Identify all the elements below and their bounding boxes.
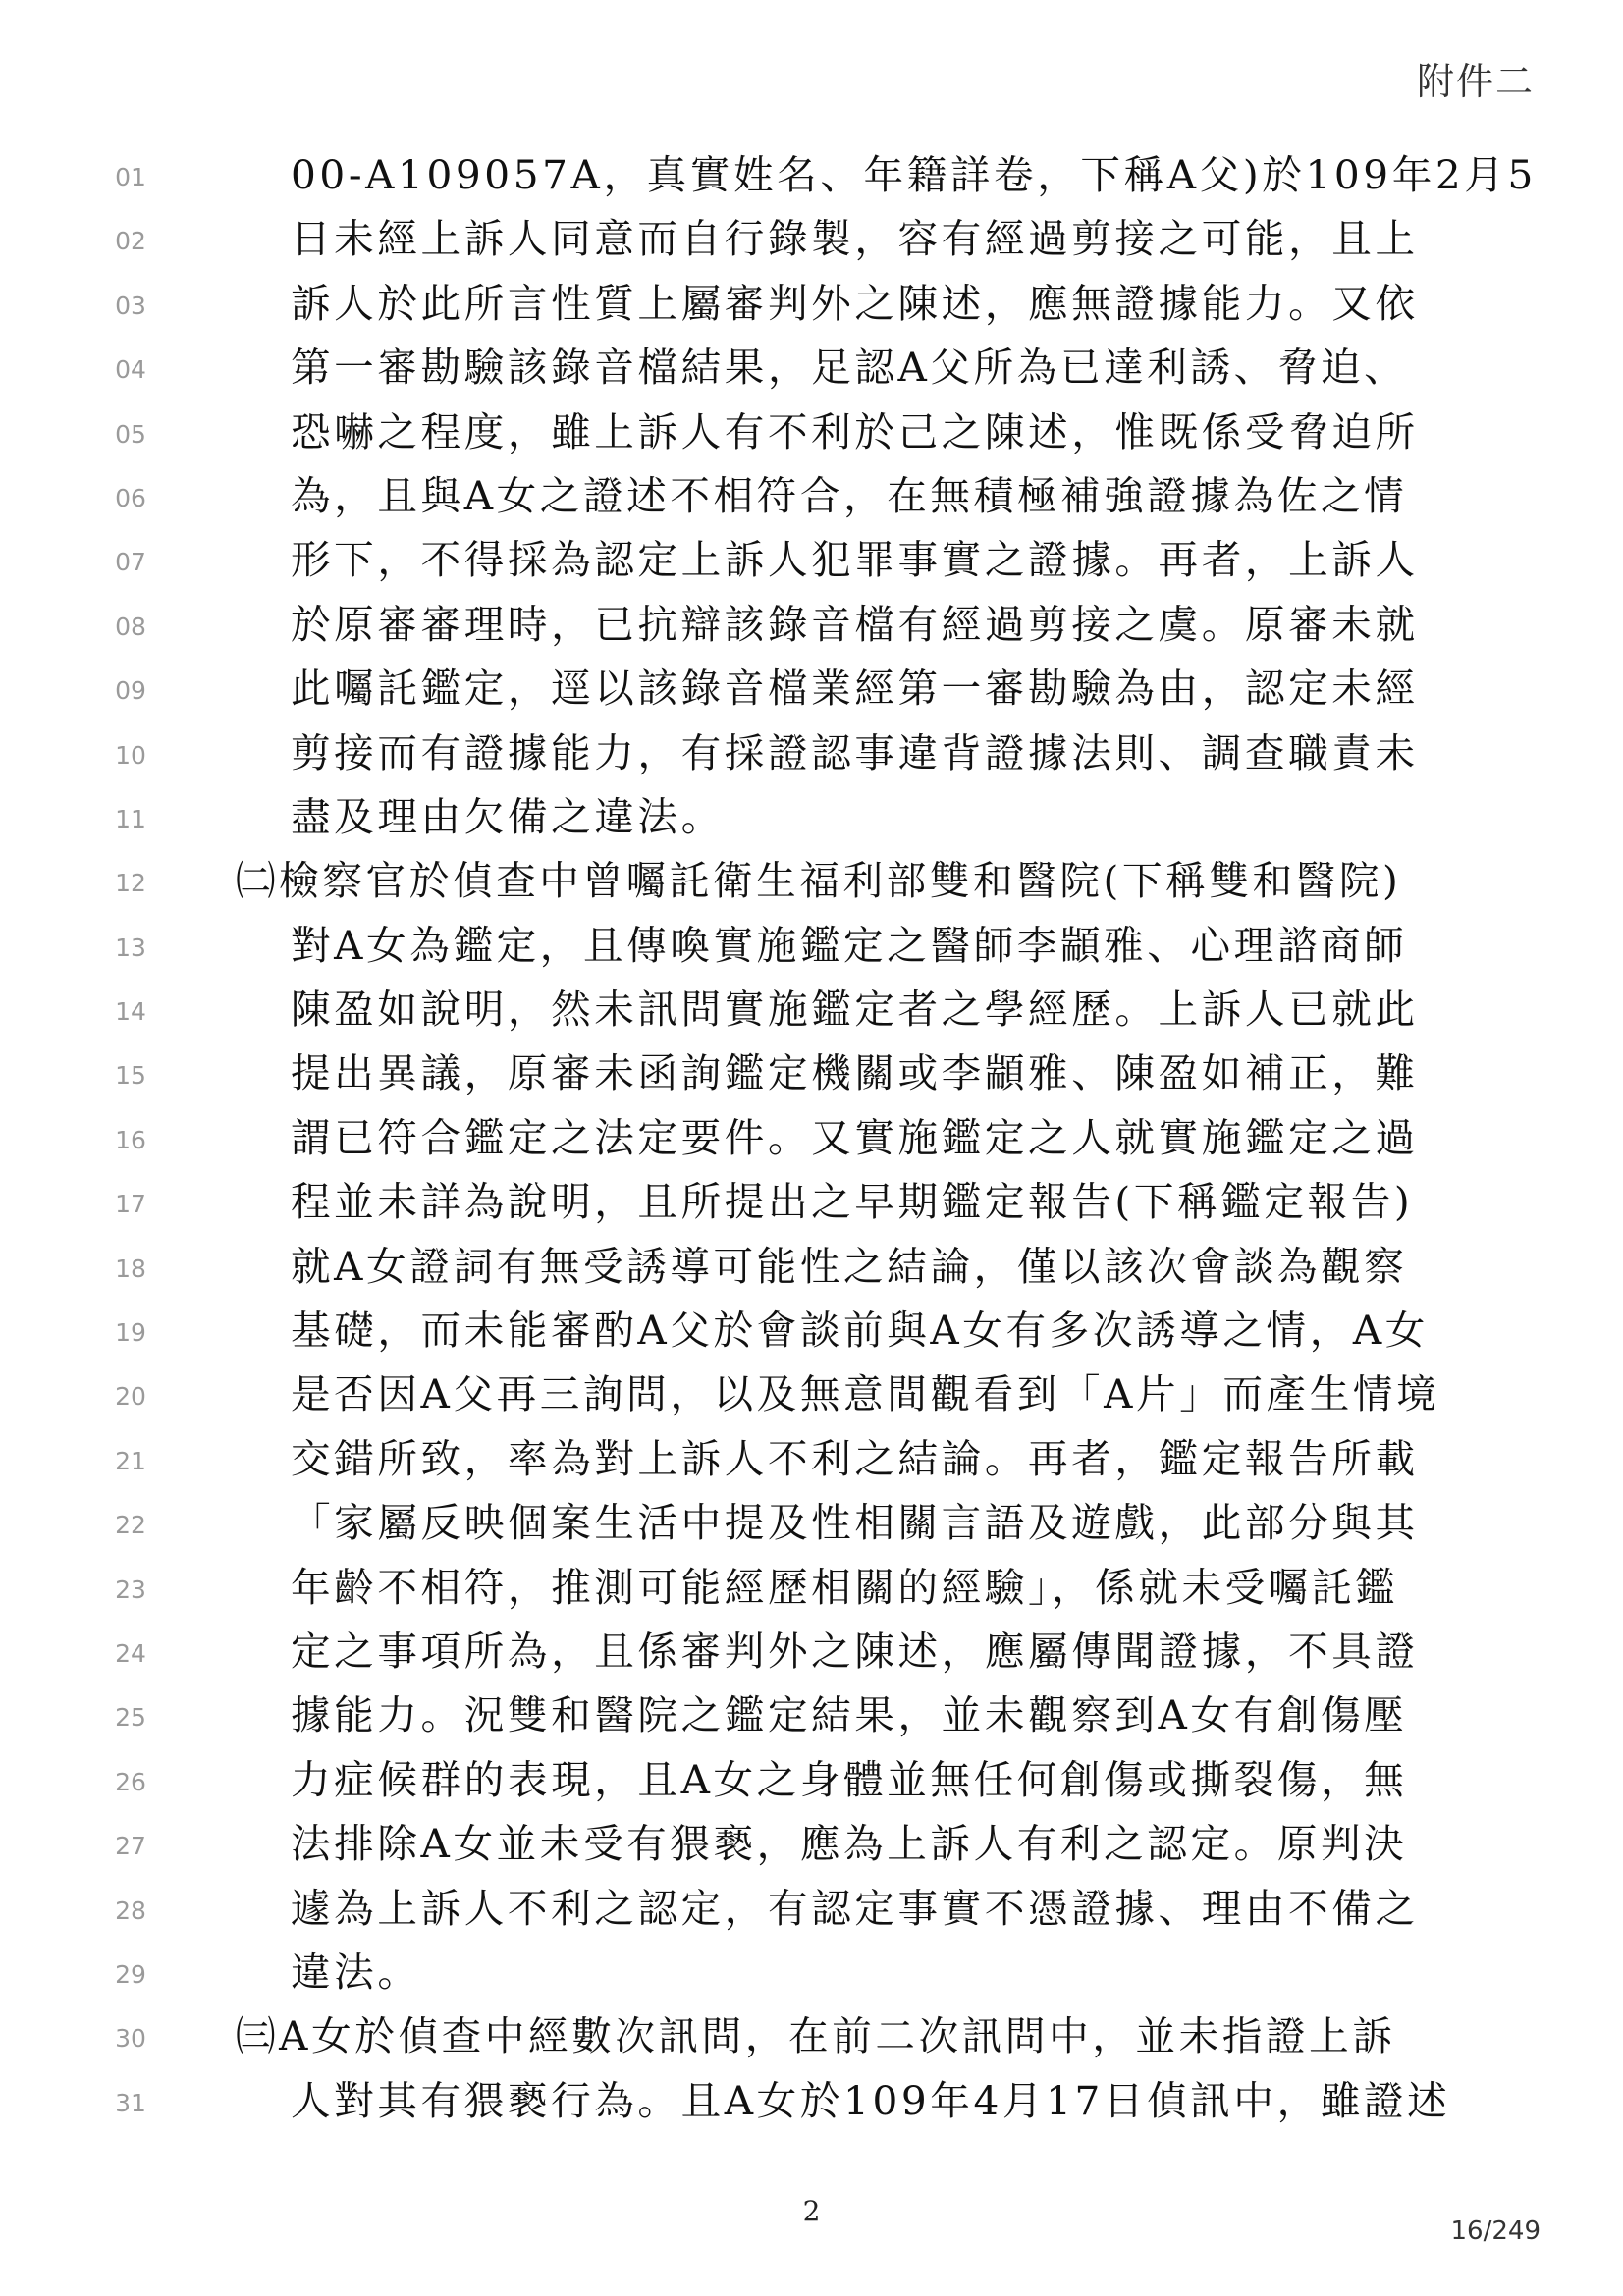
line-text: 第一審勘驗該錄音檔結果，足認A父所為已達利誘、脅迫、 xyxy=(291,344,1408,392)
line-number: 16 xyxy=(115,1125,146,1154)
line-number: 21 xyxy=(115,1446,146,1475)
line-number: 05 xyxy=(115,419,146,449)
line-text: 日未經上訴人同意而自行錄製，容有經過剪接之可能，且上 xyxy=(291,215,1419,263)
line-text: 定之事項所為，且係審判外之陳述，應屬傳聞證據，不具證 xyxy=(291,1627,1419,1675)
line-number: 24 xyxy=(115,1638,146,1668)
line-number: 29 xyxy=(115,1959,146,1989)
text-line xyxy=(0,207,1623,271)
line-number: 30 xyxy=(115,2024,146,2054)
document-body xyxy=(0,143,1623,2133)
line-text: 盡及理由欠備之違法。 xyxy=(291,792,725,840)
line-text: 「家屬反映個案生活中提及性相關言語及遊戲，此部分與其 xyxy=(291,1499,1419,1547)
line-text: 年齡不相符，推測可能經歷相關的經驗」，係就未受囑託鑑 xyxy=(291,1563,1399,1611)
line-text: 據能力。況雙和醫院之鑑定結果，並未觀察到A女有創傷壓 xyxy=(291,1691,1408,1739)
line-text: 人對其有猥褻行為。且A女於109年4月17日偵訊中，雖證述 xyxy=(291,2076,1451,2124)
text-line xyxy=(0,914,1623,978)
section-heading-line: ㈢A女於偵查中經數次訊問，在前二次訊問中，並未指證上訴 xyxy=(236,2012,1396,2060)
line-text: 就A女證詞有無受誘導可能性之結論，僅以該次會談為觀察 xyxy=(291,1242,1408,1290)
line-number: 17 xyxy=(115,1190,146,1219)
line-number: 20 xyxy=(115,1382,146,1412)
text-line xyxy=(0,1748,1623,1812)
line-number: 14 xyxy=(115,997,146,1027)
text-line xyxy=(0,2069,1623,2133)
line-text: 是否因A父再三詢問，以及無意間觀看到「A片」而產生情境 xyxy=(291,1370,1440,1418)
line-number: 15 xyxy=(115,1061,146,1091)
text-line xyxy=(0,1299,1623,1362)
text-line xyxy=(0,1683,1623,1747)
line-text: 00-A109057A，真實姓名、年籍詳卷，下稱A父)於109年2月5 xyxy=(291,151,1537,198)
page-number: 2 xyxy=(802,2195,821,2227)
line-text: 於原審審理時，已抗辯該錄音檔有經過剪接之虞。原審未就 xyxy=(291,600,1419,648)
line-number: 19 xyxy=(115,1318,146,1348)
line-text: 恐嚇之程度，雖上訴人有不利於己之陳述，惟既係受脅迫所 xyxy=(291,407,1419,455)
text-line xyxy=(0,785,1623,849)
line-number: 22 xyxy=(115,1511,146,1540)
line-text: 為，且與A女之證述不相符合，在無積極補強證據為佐之情 xyxy=(291,471,1408,519)
line-number: 04 xyxy=(115,355,146,385)
line-text: 交錯所致，率為對上訴人不利之結論。再者，鑑定報告所載 xyxy=(291,1434,1419,1482)
line-text: 謂已符合鑑定之法定要件。又實施鑑定之人就實施鑑定之過 xyxy=(291,1113,1419,1161)
text-line xyxy=(0,1812,1623,1876)
line-number: 02 xyxy=(115,227,146,256)
text-line xyxy=(0,1427,1623,1491)
line-number: 08 xyxy=(115,612,146,641)
line-text: 程並未詳為說明，且所提出之早期鑑定報告(下稱鑑定報告) xyxy=(291,1178,1414,1226)
line-number: 18 xyxy=(115,1254,146,1283)
line-text: 法排除A女並未受有猥褻，應為上訴人有利之認定。原判決 xyxy=(291,1820,1408,1868)
annex-label: 附件二 xyxy=(1416,60,1535,103)
line-number: 23 xyxy=(115,1575,146,1604)
text-line xyxy=(0,1170,1623,1234)
line-text: 對A女為鑑定，且傳喚實施鑑定之醫師李顓雅、心理諮商師 xyxy=(291,921,1408,969)
page-counter: 16/249 xyxy=(1450,2216,1541,2246)
line-number: 01 xyxy=(115,163,146,191)
line-text: 違法。 xyxy=(291,1948,421,1996)
line-text: 剪接而有證據能力，有採證認事違背證據法則、調查職責未 xyxy=(291,728,1419,776)
line-text: 形下，不得採為認定上訴人犯罪事實之證據。再者，上訴人 xyxy=(291,536,1419,584)
line-number: 28 xyxy=(115,1896,146,1925)
line-number: 11 xyxy=(115,804,146,833)
text-line xyxy=(0,528,1623,592)
line-number: 06 xyxy=(115,483,146,512)
text-line xyxy=(0,1556,1623,1620)
text-line xyxy=(0,1041,1623,1105)
line-number: 12 xyxy=(115,869,146,898)
line-text: 力症候群的表現，且A女之身體並無任何創傷或撕裂傷，無 xyxy=(291,1755,1408,1803)
line-text: 基礎，而未能審酌A父於會談前與A女有多次誘導之情，A女 xyxy=(291,1307,1429,1355)
line-text: 訴人於此所言性質上屬審判外之陳述，應無證據能力。又依 xyxy=(291,279,1419,327)
line-number: 31 xyxy=(115,2088,146,2117)
text-line xyxy=(0,1941,1623,2004)
text-line xyxy=(0,978,1623,1041)
text-line xyxy=(0,1620,1623,1683)
text-line xyxy=(0,2004,1623,2068)
line-number: 13 xyxy=(115,933,146,962)
text-line xyxy=(0,1362,1623,1426)
section-heading-line: ㈡檢察官於偵查中曾囑託衛生福利部雙和醫院(下稱雙和醫院) xyxy=(236,857,1402,905)
text-line xyxy=(0,1235,1623,1299)
line-text: 陳盈如說明，然未訊問實施鑑定者之學經歷。上訴人已就此 xyxy=(291,986,1419,1034)
text-line xyxy=(0,657,1623,721)
text-line xyxy=(0,336,1623,400)
text-line xyxy=(0,1106,1623,1170)
line-number: 27 xyxy=(115,1832,146,1861)
line-number: 25 xyxy=(115,1703,146,1733)
line-number: 10 xyxy=(115,740,146,770)
text-line xyxy=(0,272,1623,336)
line-text: 提出異議，原審未函詢鑑定機關或李顓雅、陳盈如補正，難 xyxy=(291,1049,1419,1097)
line-text: 此囑託鑑定，逕以該錄音檔業經第一審勘驗為由，認定未經 xyxy=(291,665,1419,713)
text-line xyxy=(0,1877,1623,1941)
text-line xyxy=(0,143,1623,207)
line-number: 03 xyxy=(115,291,146,320)
text-line xyxy=(0,464,1623,528)
text-line xyxy=(0,593,1623,657)
line-number: 07 xyxy=(115,548,146,577)
text-line xyxy=(0,1491,1623,1555)
text-line xyxy=(0,721,1623,785)
line-number: 09 xyxy=(115,676,146,706)
line-number: 26 xyxy=(115,1767,146,1796)
text-line xyxy=(0,400,1623,464)
line-text: 遽為上訴人不利之認定，有認定事實不憑證據、理由不備之 xyxy=(291,1884,1419,1932)
text-line xyxy=(0,849,1623,913)
